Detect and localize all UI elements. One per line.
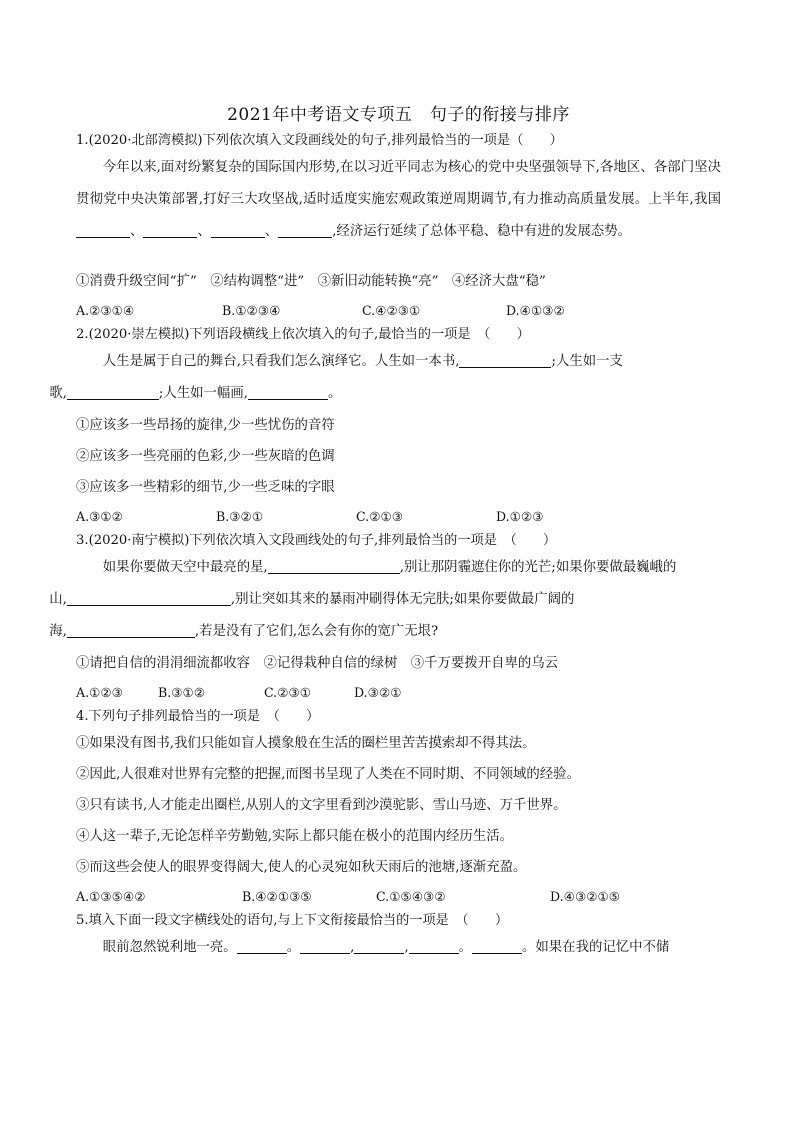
answer-blank[interactable] xyxy=(67,590,231,606)
option-c[interactable]: C.①⑤④③② xyxy=(376,889,446,904)
passage-text: ,若是没有了它们,怎么会有你的宽广无垠? xyxy=(194,624,439,639)
option-d[interactable]: D.④③②①⑤ xyxy=(550,889,621,904)
question-1-passage-tail: ,经济运行延续了总体平稳、稳中有进的发展态势。 xyxy=(332,224,632,239)
question-4-options xyxy=(76,883,721,910)
passage-text: ,别让突如其来的暴雨冲刷得体无完肤;如果你要做最广阔的 xyxy=(230,592,575,607)
passage-text: 如果你要做天空中最亮的星, xyxy=(102,560,268,575)
question-3 xyxy=(49,530,721,706)
question-4-sentence-5: ⑤而这些会使人的眼界变得阔大,使人的心灵宛如秋天雨后的池塘,逐渐充盈。 xyxy=(76,860,527,875)
question-2-item-2: ②应该多一些亮丽的色彩,少一些灰暗的色调 xyxy=(76,449,335,464)
question-4-sentence-1: ①如果没有图书,我们只能如盲人摸象般在生活的圈栏里苦苦摸索却不得其法。 xyxy=(76,736,536,751)
option-a[interactable]: A.②③①④ xyxy=(76,303,135,318)
separator: 、 xyxy=(130,224,144,239)
question-1 xyxy=(76,130,721,324)
question-2-prompt: 2.(2020·崇左模拟)下列语段横线上依次填入的句子,最恰当的一项是 （ ） xyxy=(76,327,530,342)
answer-blank[interactable] xyxy=(76,222,130,238)
option-b[interactable]: B.③②① xyxy=(216,509,264,524)
passage-text: ,别让那阴霾遮住你的光芒;如果你要做最巍峨的 xyxy=(399,560,677,575)
answer-blank[interactable] xyxy=(211,222,265,238)
punctuation: 。 xyxy=(286,940,301,955)
answer-blank[interactable] xyxy=(472,938,522,954)
question-1-passage-text: 今年以来,面对纷繁复杂的国际国内形势,在以习近平同志为核心的党中央坚强领导下,各地区、各部门坚决贯彻党中央决策部署,打好三大攻坚战,适时适度实施宏观政策逆周期调节,有力推动高质量发展。 xyxy=(76,160,721,207)
question-2-options xyxy=(76,503,721,530)
option-a[interactable]: A.①③⑤④② xyxy=(76,889,146,904)
option-b[interactable]: B.③①② xyxy=(158,685,206,700)
question-4 xyxy=(76,706,721,910)
answer-blank[interactable] xyxy=(237,938,287,954)
answer-blank[interactable] xyxy=(300,938,350,954)
question-4-sentence-3: ③只有读书,人才能走出圈栏,从别人的文字里看到沙漠驼影、雪山马迹、万千世界。 xyxy=(76,798,567,813)
passage-text: 。 xyxy=(327,386,342,401)
separator: 、 xyxy=(264,224,279,239)
answer-blank[interactable] xyxy=(67,622,195,638)
passage-text: 。如果在我的记忆中不储 xyxy=(522,940,670,955)
spacer xyxy=(76,248,721,266)
answer-blank[interactable] xyxy=(409,938,459,954)
question-4-prompt: 4.下列句子排列最恰当的一项是 （ ） xyxy=(76,709,320,724)
question-5 xyxy=(76,910,721,964)
question-2-passage xyxy=(49,346,721,410)
passage-text: ;人生如一幅画, xyxy=(158,386,248,401)
question-3-passage xyxy=(49,552,721,648)
option-b[interactable]: B.①②③④ xyxy=(222,303,281,318)
answer-blank[interactable] xyxy=(354,938,404,954)
option-d[interactable]: D.①②③ xyxy=(496,509,544,524)
option-a[interactable]: A.①②③ xyxy=(76,685,123,700)
option-c[interactable]: C.④②③① xyxy=(362,303,421,318)
question-3-options xyxy=(76,679,721,706)
question-5-prompt: 5.填入下面一段文字横线处的语句,与上下文衔接最恰当的一项是 （ ） xyxy=(76,913,509,928)
punctuation: , xyxy=(404,940,409,955)
question-1-passage-lead: 上半年,我国 xyxy=(648,192,721,207)
answer-blank[interactable] xyxy=(268,558,400,574)
document-page xyxy=(49,100,721,964)
question-1-prompt: 1.(2020·北部湾模拟)下列依次填入文段画线处的句子,排列最恰当的一项是（ ） xyxy=(76,133,563,148)
question-2 xyxy=(49,324,721,530)
option-d[interactable]: D.③②① xyxy=(354,685,402,700)
option-c[interactable]: C.②③① xyxy=(264,685,312,700)
punctuation: , xyxy=(350,940,355,955)
answer-blank[interactable] xyxy=(67,384,159,400)
passage-text: 人生是属于自己的舞台,只看我们怎么演绎它。人生如一本书, xyxy=(102,354,460,369)
question-4-sentence-4: ④人这一辈子,无论怎样辛劳勤勉,实际上都只能在极小的范围内经历生活。 xyxy=(76,829,514,844)
passage-text: 歌, xyxy=(49,386,67,401)
passage-text: 山, xyxy=(49,592,67,607)
option-c[interactable]: C.②①③ xyxy=(356,509,404,524)
option-d[interactable]: D.④①③② xyxy=(506,303,565,318)
option-b[interactable]: B.④②①③⑤ xyxy=(242,889,312,904)
question-1-items: ①消费升级空间“扩” ②结构调整“进” ③新旧动能转换“亮” ④经济大盘“稳” xyxy=(76,274,546,289)
question-1-passage xyxy=(76,152,721,248)
question-3-items: ①请把自信的涓涓细流都收容 ②记得栽种自信的绿树 ③千万要拨开自卑的乌云 xyxy=(76,656,559,671)
question-4-sentence-2: ②因此,人很难对世界有完整的把握,而图书呈现了人类在不同时期、不同领域的经验。 xyxy=(76,767,580,782)
passage-text: ;人生如一支 xyxy=(551,354,623,369)
answer-blank[interactable] xyxy=(248,384,328,400)
separator: 、 xyxy=(197,224,211,239)
answer-blank[interactable] xyxy=(459,352,551,368)
answer-blank[interactable] xyxy=(143,222,197,238)
question-2-item-3: ③应该多一些精彩的细节,少一些乏味的字眼 xyxy=(76,480,335,495)
question-5-passage xyxy=(76,932,721,964)
question-1-options xyxy=(76,297,721,324)
question-3-prompt: 3.(2020·南宁模拟)下列依次填入文段画线处的句子,排列最恰当的一项是 （ ） xyxy=(76,533,557,548)
page-title: 2021年中考语文专项五 句子的衔接与排序 xyxy=(227,105,570,125)
question-2-item-1: ①应该多一些昂扬的旋律,少一些忧伤的音符 xyxy=(76,418,335,433)
option-a[interactable]: A.③①② xyxy=(76,509,123,524)
punctuation: 。 xyxy=(458,940,473,955)
passage-text: 眼前忽然锐利地一亮。 xyxy=(102,940,237,955)
answer-blank[interactable] xyxy=(278,222,332,238)
passage-text: 海, xyxy=(49,624,67,639)
